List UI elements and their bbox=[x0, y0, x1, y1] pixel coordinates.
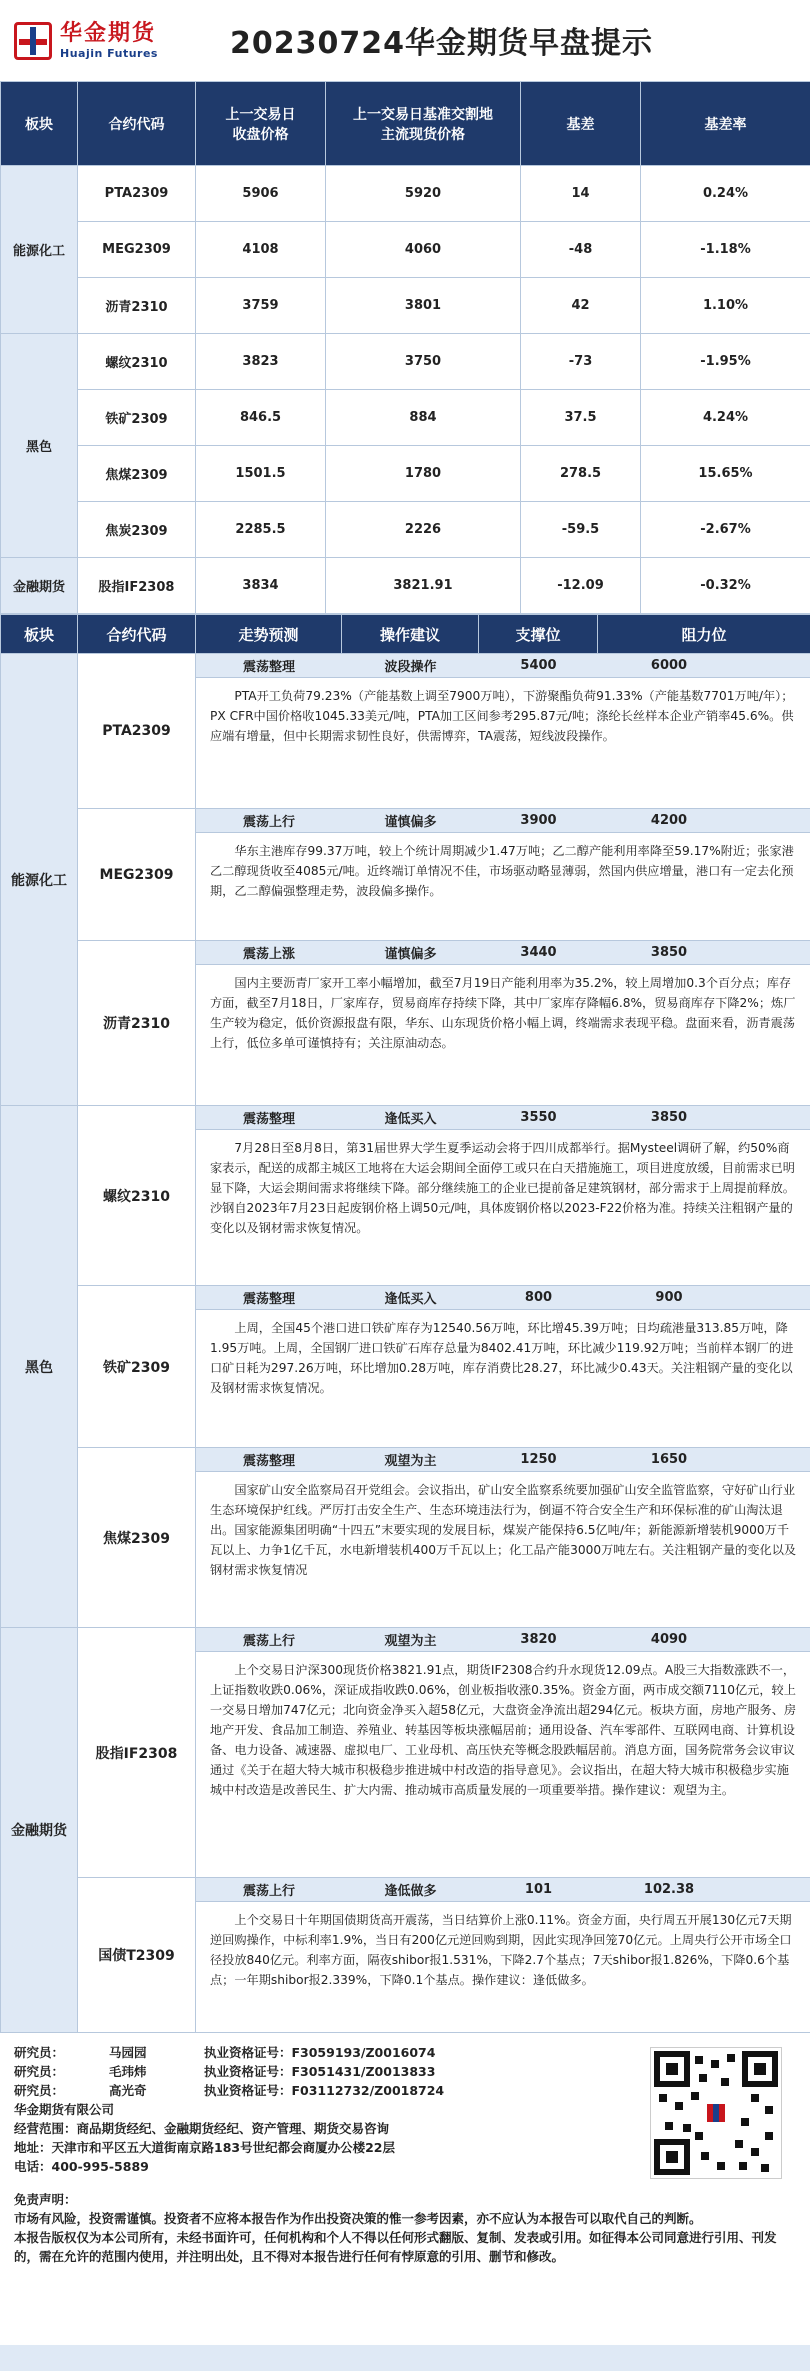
table-row bbox=[1, 446, 810, 502]
close-cell: 5906 bbox=[196, 166, 326, 222]
sector-cell: 金融期货 bbox=[1, 558, 78, 614]
header-basis: 基差 bbox=[521, 82, 641, 166]
trend: 震荡整理 bbox=[242, 1454, 295, 1469]
analysis-block bbox=[196, 809, 810, 941]
sector-cell: 能源化工 bbox=[1, 166, 78, 334]
resist: 6000 bbox=[650, 658, 688, 673]
logo-en: Huajin Futures bbox=[60, 47, 158, 60]
support: 1250 bbox=[520, 1452, 557, 1467]
header-basis-rate: 基差率 bbox=[641, 82, 810, 166]
analysis-text: 华东主港库存99.37万吨，较上个统计周期减少1.47万吨；乙二醇产能利用率降至59.17%附近；张家港乙二醇现货收至4085元/吨。近终端订单情况不佳，市场驱动略显薄弱，然国内供应增量，港口有一定去化预期，乙二醇偏强整理走势，波段偏多操作。 bbox=[210, 844, 794, 898]
analysis-block bbox=[196, 654, 810, 809]
header-sector: 板块 bbox=[1, 82, 78, 166]
advice: 观望为主 bbox=[384, 1634, 437, 1649]
advice: 逢低买入 bbox=[384, 1292, 437, 1307]
spot-cell: 3821.91 bbox=[326, 558, 521, 614]
phone: 电话：400-995-5889 bbox=[14, 2159, 149, 2174]
code-cell: 螺纹2310 bbox=[78, 1106, 196, 1286]
code-cell: 焦炭2309 bbox=[78, 502, 196, 558]
researcher-row: 研究员： 毛玮炜 执业资格证号：F3051431/Z0013833 bbox=[14, 2064, 436, 2079]
logo-icon bbox=[14, 22, 52, 60]
table-row bbox=[1, 1878, 810, 2033]
analysis-text: 国家矿山安全监察局召开党组会。会议指出，矿山安全监察系统要加强矿山安全监管监察，守好矿山行业生态环境保护红线。严厉打击安全生产、生态环境违法行为，倒逼不符合安全生产和环保标准的矿山淘汰退出。国家能源集团明确“十四五”末要实现的发展目标，煤炭产能保持6.5亿吨/年；新能源新增装机9000万千瓦以上、力争1亿千瓦，水电新增装机400万千瓦以上；化工品产能3000万吨左右。关注粗钢产量的变化以及钢材需求恢复情况 bbox=[210, 1483, 797, 1577]
advice: 波段操作 bbox=[384, 660, 437, 675]
resist: 1650 bbox=[650, 1452, 688, 1467]
close-cell: 2285.5 bbox=[196, 502, 326, 558]
analysis-text: PTA开工负荷79.23%（产能基数上调至7900万吨），下游聚酯负荷91.33%（产能基数7701万吨/年）；PX CFR中国价格收1045.33美元/吨，PTA加工区间参考295.87元/吨；涤纶长丝样本企业产销率45.6%。供应端有增量，但中长期需求韧性良好，供需博弈，TA震荡，短线波段操作。 bbox=[210, 689, 794, 743]
researcher-row: 研究员： 马园园 执业资格证号：F3059193/Z0016074 bbox=[14, 2045, 436, 2060]
basis-cell: -73 bbox=[521, 334, 641, 390]
code-cell: 焦煤2309 bbox=[78, 1448, 196, 1628]
support: 101 bbox=[524, 1882, 553, 1897]
header-resist: 阻力位 bbox=[598, 615, 810, 654]
table-row bbox=[1, 278, 810, 334]
advice: 谨慎偏多 bbox=[384, 947, 437, 962]
table-row bbox=[1, 558, 810, 614]
company-logo bbox=[14, 21, 158, 60]
rate-cell: 1.10% bbox=[641, 278, 810, 334]
rate-cell: -1.95% bbox=[641, 334, 810, 390]
advice: 谨慎偏多 bbox=[384, 815, 437, 830]
support: 3820 bbox=[520, 1632, 557, 1647]
sector-cell: 黑色 bbox=[1, 334, 78, 558]
code-cell: 国债T2309 bbox=[78, 1878, 196, 2033]
table-row bbox=[1, 809, 810, 941]
spot-cell: 3750 bbox=[326, 334, 521, 390]
close-cell: 846.5 bbox=[196, 390, 326, 446]
spot-cell: 1780 bbox=[326, 446, 521, 502]
analysis-block bbox=[196, 1448, 810, 1628]
basis-cell: 14 bbox=[521, 166, 641, 222]
rate-cell: -0.32% bbox=[641, 558, 810, 614]
close-cell: 3759 bbox=[196, 278, 326, 334]
close-cell: 3823 bbox=[196, 334, 326, 390]
support: 3900 bbox=[520, 813, 557, 828]
analysis-block bbox=[196, 941, 810, 1106]
logo-cn: 华金期货 bbox=[60, 21, 157, 46]
rate-cell: -1.18% bbox=[641, 222, 810, 278]
basis-cell: 37.5 bbox=[521, 390, 641, 446]
support: 3550 bbox=[520, 1110, 557, 1125]
code-cell: 股指IF2308 bbox=[78, 1628, 196, 1878]
code-cell: PTA2309 bbox=[78, 166, 196, 222]
code-cell: 沥青2310 bbox=[78, 278, 196, 334]
table-row bbox=[1, 654, 810, 809]
disclaimer-text: 市场有风险，投资需谨慎。投资者不应将本报告作为作出投资决策的惟一参考因素，亦不应认为本报告可以取代自己的判断。 bbox=[14, 2211, 702, 2226]
advice: 逢低做多 bbox=[384, 1884, 437, 1899]
disclaimer-text: 本报告版权仅为本公司所有，未经书面许可，任何机构和个人不得以任何形式翻版、复制、发表或引用。如征得本公司同意进行引用、刊发的，需在允许的范围内使用，并注明出处，且不得对本报告进行任何有悖原意的引用、删节和修改。 bbox=[14, 2230, 777, 2264]
header-support: 支撑位 bbox=[479, 615, 598, 654]
support: 3440 bbox=[520, 945, 557, 960]
spot-cell: 4060 bbox=[326, 222, 521, 278]
code-cell: MEG2309 bbox=[78, 222, 196, 278]
basis-table bbox=[0, 81, 810, 614]
header-spot: 上一交易日基准交割地 主流现货价格 bbox=[326, 82, 521, 166]
analysis-block bbox=[196, 1628, 810, 1878]
basis-cell: -59.5 bbox=[521, 502, 641, 558]
header bbox=[0, 0, 810, 81]
basis-cell: -12.09 bbox=[521, 558, 641, 614]
trend: 震荡上涨 bbox=[242, 947, 295, 962]
table-row bbox=[1, 390, 810, 446]
trend: 震荡上行 bbox=[242, 815, 295, 830]
analysis-block bbox=[196, 1286, 810, 1448]
spot-cell: 2226 bbox=[326, 502, 521, 558]
analysis-text: 上个交易日沪深300现货价格3821.91点，期货IF2308合约升水现货12.09点。A股三大指数涨跌不一，上证指数收跌0.06%，深证成指收跌0.06%，创业板指收涨0.35%。资金方面，两市成交额7110亿元，较上一交易日增加747亿元；北向资金净买入超58亿元，大盘资金净流出超294亿元。板块方面，房地产服务、房地产开发、食品加工制造、养殖业、转基因等板块涨幅居前；通用设备、汽车零部件、互联网电商、计算机设备、电力设备、减速器、虚拟电厂、工业母机、高压快充等概念股跌幅居前。消息方面，国务院常务会议审议通过《关于在超大特大城市积极稳步推进城中村改造的指导意见》。会议指出，在超大特大城市积极稳步实施城中村改造是改善民生、扩大内需、推动城市高质量发展的一项重要举措。操作建议：观望为主。 bbox=[210, 1663, 797, 1797]
analysis-block bbox=[196, 1878, 810, 2033]
table-row bbox=[1, 1628, 810, 1878]
analysis-text: 上个交易日十年期国债期货高开震荡，当日结算价上涨0.11%。资金方面，央行周五开展130亿元7天期逆回购操作，中标利率1.9%，当日有200亿元逆回购到期，因此实现净回笼70亿元。上周央行公开市场全口径投放840亿元。利率方面，隔夜shibor报1.531%，下降2.7个基点；7天shibor报1.826%，下降0.6个基点；一年期shibor报2.339%，下降0.1个基点。操作建议：逢低做多。 bbox=[210, 1913, 792, 1987]
basis-cell: 42 bbox=[521, 278, 641, 334]
analysis-block bbox=[196, 1106, 810, 1286]
sector-cell: 金融期货 bbox=[1, 1628, 78, 2033]
resist: 4200 bbox=[650, 813, 688, 828]
table-row bbox=[1, 502, 810, 558]
spot-cell: 3801 bbox=[326, 278, 521, 334]
code-cell: 焦煤2309 bbox=[78, 446, 196, 502]
spot-cell: 5920 bbox=[326, 166, 521, 222]
analysis-text: 7月28日至8月8日，第31届世界大学生夏季运动会将于四川成都举行。据Mysteel调研了解，约50%商家表示，配送的成都主城区工地将在大运会期间全面停工或只在白天措施施工，项目进度放缓，目前需求已明显下降，大运会期间需求将继续下降。部分继续施工的企业已提前备足建筑钢材，部分需求于上周提前释放。沙钢自2023年7月23日起废钢价格上调50元/吨，具体废钢价格以2023-F22价格为准。持续关注粗钢产量的变化以及钢材需求恢复情况。 bbox=[210, 1141, 795, 1235]
analysis-text: 国内主要沥青厂家开工率小幅增加，截至7月19日产能利用率为35.2%，较上周增加0.3个百分点；库存方面，截至7月18日，厂家库存，贸易商库存持续下降，其中厂家库存降幅6.8%，贸易商库存下降2%；炼厂生产较为稳定，低价资源报盘有限，华东、山东现货价格小幅上调，终端需求表现平稳。盘面来看，沥青震荡上行，低位多单可谨慎持有；关注原油动态。 bbox=[210, 976, 796, 1050]
support: 5400 bbox=[520, 658, 557, 673]
resist: 102.38 bbox=[643, 1882, 695, 1897]
trend: 震荡上行 bbox=[242, 1884, 295, 1899]
rate-cell: 0.24% bbox=[641, 166, 810, 222]
code-cell: 股指IF2308 bbox=[78, 558, 196, 614]
rate-cell: -2.67% bbox=[641, 502, 810, 558]
disclaimer-title: 免责声明： bbox=[14, 2192, 77, 2207]
sector-cell: 黑色 bbox=[1, 1106, 78, 1628]
company-name: 华金期货有限公司 bbox=[14, 2102, 115, 2117]
advice: 观望为主 bbox=[384, 1454, 437, 1469]
page-title: 20230724华金期货早盘提示 bbox=[230, 26, 653, 61]
sector-cell: 能源化工 bbox=[1, 654, 78, 1106]
code-cell: 铁矿2309 bbox=[78, 1286, 196, 1448]
table-row bbox=[1, 222, 810, 278]
business-scope: 经营范围：商品期货经纪、金融期货经纪、资产管理、期货交易咨询 bbox=[14, 2121, 390, 2136]
header-code: 合约代码 bbox=[78, 615, 196, 654]
disclaimer bbox=[14, 2190, 796, 2266]
close-cell: 3834 bbox=[196, 558, 326, 614]
code-cell: 铁矿2309 bbox=[78, 390, 196, 446]
rate-cell: 4.24% bbox=[641, 390, 810, 446]
footer bbox=[0, 2033, 810, 2345]
table-row bbox=[1, 1286, 810, 1448]
researcher-row: 研究员： 高光奇 执业资格证号：F03112732/Z0018724 bbox=[14, 2083, 445, 2098]
table-row bbox=[1, 1106, 810, 1286]
trend: 震荡上行 bbox=[242, 1634, 295, 1649]
code-cell: 螺纹2310 bbox=[78, 334, 196, 390]
code-cell: MEG2309 bbox=[78, 809, 196, 941]
trend: 震荡整理 bbox=[242, 660, 295, 675]
header-advice: 操作建议 bbox=[342, 615, 479, 654]
table-row bbox=[1, 941, 810, 1106]
trend: 震荡整理 bbox=[242, 1112, 295, 1127]
basis-cell: -48 bbox=[521, 222, 641, 278]
header-trend: 走势预测 bbox=[196, 615, 342, 654]
qr-code-icon bbox=[650, 2047, 782, 2179]
code-cell: PTA2309 bbox=[78, 654, 196, 809]
close-cell: 4108 bbox=[196, 222, 326, 278]
resist: 3850 bbox=[650, 1110, 688, 1125]
code-cell: 沥青2310 bbox=[78, 941, 196, 1106]
strategy-table bbox=[0, 614, 810, 2033]
resist: 3850 bbox=[650, 945, 688, 960]
analysis-text: 上周，全国45个港口进口铁矿库存为12540.56万吨，环比增45.39万吨；日均疏港量313.85万吨，降1.95万吨。上周，全国钢厂进口铁矿石库存总量为8402.41万吨，环比减少119.92万吨；当前样本钢厂的进口矿日耗为297.26万吨，环比增加0.28万吨，库存消费比28.27，环比减少0.43天。关注粗钢产量的变化以及钢材需求恢复情况。 bbox=[210, 1321, 794, 1395]
header-code: 合约代码 bbox=[78, 82, 196, 166]
table-row bbox=[1, 334, 810, 390]
resist: 900 bbox=[655, 1290, 683, 1305]
close-cell: 1501.5 bbox=[196, 446, 326, 502]
header-sector: 板块 bbox=[1, 615, 78, 654]
trend: 震荡整理 bbox=[242, 1292, 295, 1307]
table-row bbox=[1, 166, 810, 222]
advice: 逢低买入 bbox=[384, 1112, 437, 1127]
support: 800 bbox=[524, 1290, 553, 1305]
header-close: 上一交易日 收盘价格 bbox=[196, 82, 326, 166]
address: 地址：天津市和平区五大道街南京路183号世纪都会商厦办公楼22层 bbox=[14, 2140, 395, 2155]
table-row bbox=[1, 1448, 810, 1628]
resist: 4090 bbox=[650, 1632, 688, 1647]
rate-cell: 15.65% bbox=[641, 446, 810, 502]
basis-cell: 278.5 bbox=[521, 446, 641, 502]
spot-cell: 884 bbox=[326, 390, 521, 446]
